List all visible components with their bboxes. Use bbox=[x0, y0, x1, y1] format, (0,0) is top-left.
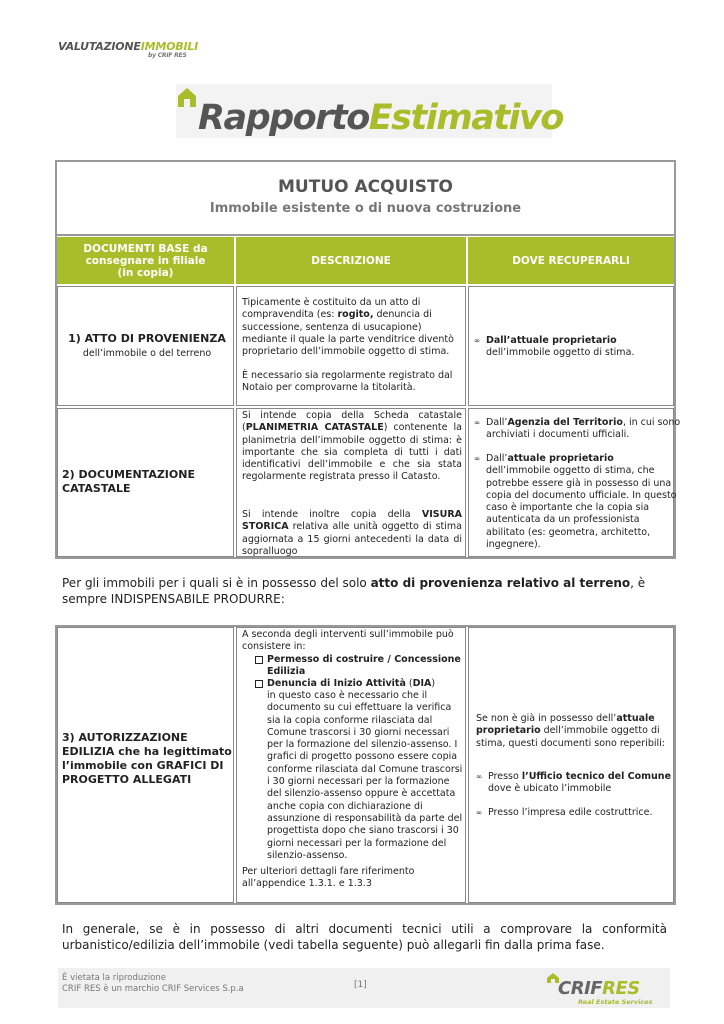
header-description: DESCRIZIONE bbox=[236, 237, 466, 284]
house-icon bbox=[176, 86, 198, 108]
option-dia: Denuncia di Inizio Attività (DIA) bbox=[253, 678, 467, 690]
valutazione-immobili-logo: VALUTAZIONEIMMOBILI by CRIF RES bbox=[58, 40, 199, 59]
row1-description-cell: Tipicamente è costituito da un atto di compravendita (es: rogito, denuncia di successione, sentenza di usucapione) mediante il quale la parte venditrice diventò proprietario dell’immobile oggetto di stima. È necessario sia regolarmente registrato dal Notaio per comprovarne la titolarità. bbox=[236, 286, 466, 406]
header-documents: DOCUMENTI BASE da consegnare in filiale (in copia) bbox=[57, 237, 234, 284]
row3-label-cell: 3) AUTORIZZAZIONE EDILIZIA che ha legittimato l’immobile con GRAFICI DI PROGETTO ALLEGATI bbox=[57, 627, 234, 903]
row2-label-cell: 2) DOCUMENTAZIONE CATASTALE bbox=[57, 408, 234, 557]
option-permesso: Permesso di costruire / Concessione Edilizia bbox=[253, 654, 467, 679]
row1-label-cell: 1) ATTO DI PROVENIENZA dell’immobile o del terreno bbox=[57, 286, 234, 406]
row1-where-cell: ∞ Dall’attuale proprietario dell’immobile oggetto di stima. bbox=[468, 286, 674, 406]
general-note-paragraph: In generale, se è in possesso di altri documenti tecnici utili a comprovare la conformità urbanistico/edilizia dell’immobile (vedi tabella seguente) può allegarli fin dalla prima fase. bbox=[62, 922, 667, 952]
page-number: [1] bbox=[354, 980, 367, 990]
page-subtitle: Immobile esistente o di nuova costruzione bbox=[209, 201, 522, 216]
page-title: MUTUO ACQUISTO bbox=[278, 177, 453, 197]
row2-description-cell: Si intende copia della Scheda catastale (PLANIMETRIA CATASTALE) contenente la planimetria dell’immobile oggetto di stima: è importante che sia completa di tutti i dati identificativi dell’immobile e che sia stata regolarmente registrata presso il Catasto. Si intende inoltre copia della VISURA STORICA relativa alle unità oggetto di stima aggiornata a 15 giorni antecedenti la data di sopralluogo bbox=[236, 408, 466, 557]
header-where: DOVE RECUPERARLI bbox=[468, 237, 674, 284]
rapporto-estimativo-logo: RapportoEstimativo bbox=[176, 84, 552, 138]
terrain-note-paragraph: Per gli immobili per i quali si è in possesso del solo atto di provenienza relativo al terreno, è sempre INDISPENSABILE PRODURRE: bbox=[62, 576, 646, 606]
row3-where-cell: Se non è già in possesso dell’attuale proprietario dell’immobile oggetto di stima, questi documenti sono reperibili: ∞ Presso l’Ufficio tecnico del Comune dove è ubicato l’immobile ∞ Presso l’impresa edile costruttrice. bbox=[468, 627, 674, 903]
row3-description-cell: A seconda degli interventi sull’immobile può consistere in: Permesso di costruire / Concessione Edilizia Denuncia di Inizio Attività (DIA) in questo caso è necessario che il documento su cui effettuare la verifica sia la copia conforme rilasciata dal Comune trascorsi i 30 giorni necessari per la formazione del silenzio-assenso. I grafici di progetto possono essere copia conforme rilasciata dal Comune trascorsi i 30 giorni necessari per la formazione del silenzio-assenso oppure è accettata anche copia con dichiarazione di assunzione di responsabilità da parte del progettista dopo che siano trascorsi i 30 giorni necessari per la formazione del silenzio-assenso. Per ulteriori dettagli fare riferimento all’appendice 1.3.1. e 1.3.3 bbox=[236, 627, 466, 903]
page-footer: È vietata la riproduzione CRIF RES è un marchio CRIF Services S.p.a [1] CRIFRES Real Estate Services bbox=[58, 968, 670, 1008]
row2-where-cell: ∞ Dall’Agenzia del Territorio, in cui sono archiviati i documenti ufficiali. ∞ Dall’attuale proprietario dell’immobile oggetto di stima, che potrebbe essere già in possesso di una copia del documento ufficiale. In questo caso è importante che la copia sia autenticata da un professionista abilitato (es: geometra, architetto, ingegnere). bbox=[468, 408, 674, 557]
